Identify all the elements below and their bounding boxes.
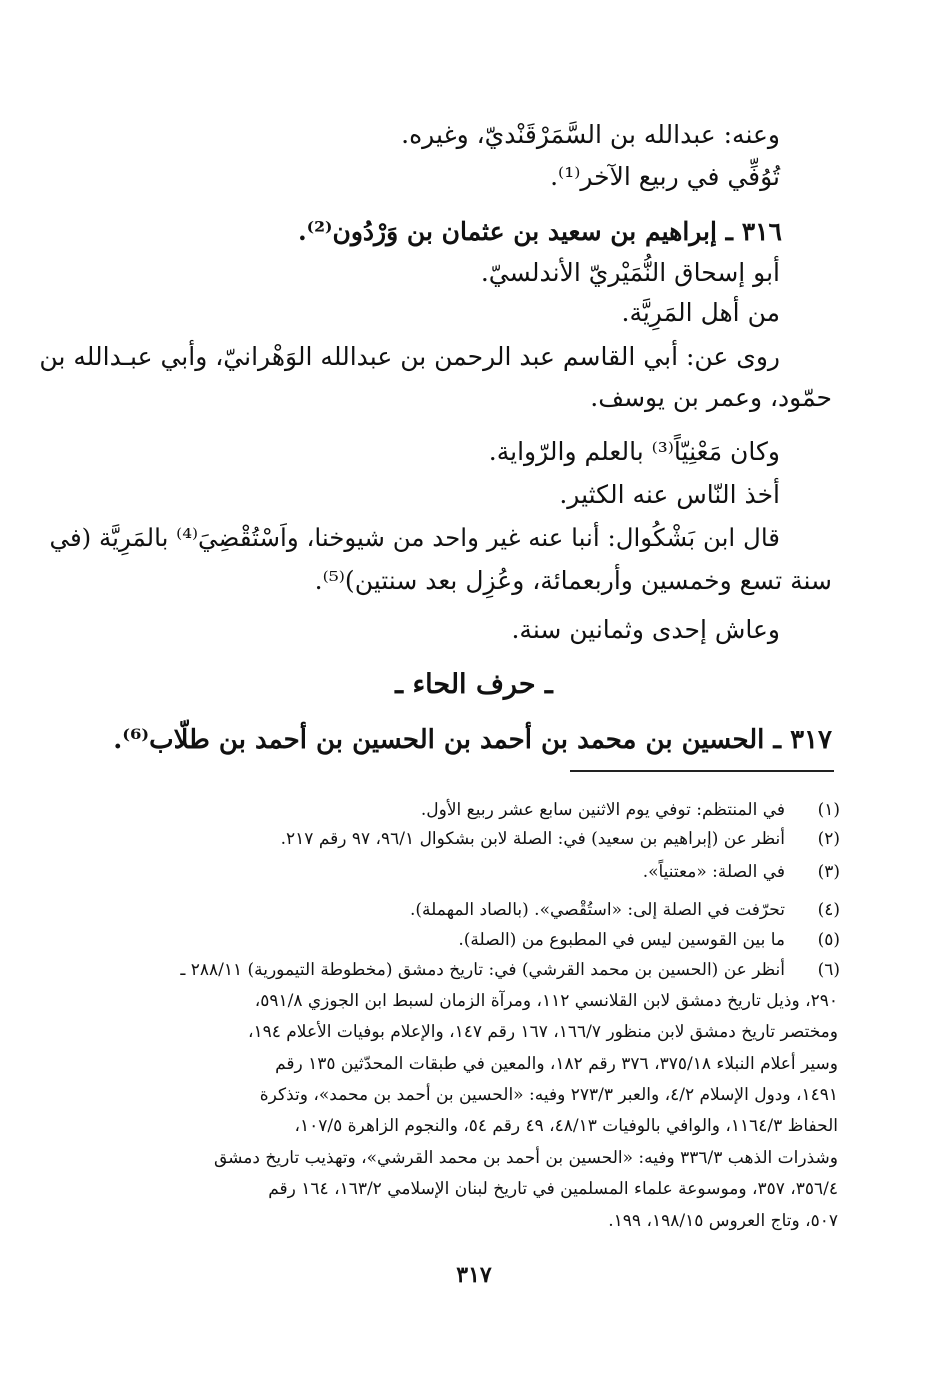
text-line-narrated: روى عن: أبي القاسم عبد الرحمن بن عبدالله الوَهْرانيّ، وأبي عبـدالله بن bbox=[39, 342, 780, 371]
footnote-1: في المنتظم: توفي يوم الاثنين سابع عشر ربيع الأول. bbox=[420, 800, 785, 820]
footnote-number-5: (٥) bbox=[817, 930, 840, 950]
page-number: ٣١٧ bbox=[456, 1262, 492, 1288]
text-line-knowledge: وكان مَعْنِيّاً⁽³⁾ بالعلم والرّواية. bbox=[488, 437, 780, 466]
footnote-number-1: (١) bbox=[817, 800, 840, 820]
footnote-number-3: (٣) bbox=[817, 862, 840, 882]
text-line-origin: من أهل المَرِيَّة. bbox=[621, 298, 780, 327]
text-line-bashkuwal-cont: سنة تسع وخمسين وأربعمائة، وعُزِل بعد سنتين)⁽⁵⁾. bbox=[314, 566, 832, 595]
footnote-2: أنظر عن (إبراهيم بن سعيد) في: الصلة لابن بشكوال ٩٦/١، ٩٧ رقم ٢١٧. bbox=[280, 829, 785, 849]
footnote-6-line-6: الحفاظ ١١٦٤/٣، والوافي بالوفيات ٤٨/١٣، ٤٩ رقم ٥٤، والنجوم الزاهرة ١٠٧/٥، bbox=[294, 1116, 838, 1136]
footnote-6-line-8: ٣٥٦/٤، ٣٥٧، وموسوعة علماء المسلمين في تاريخ لبنان الإسلامي ١٦٣/٢، ١٦٤ رقم bbox=[268, 1179, 838, 1199]
footnote-6-line-2: ٢٩٠، وذيل تاريخ دمشق لابن القلانسي ١١٢، ومرآة الزمان لسبط ابن الجوزي ٥٩١/٨، bbox=[254, 991, 838, 1011]
footnote-divider bbox=[570, 770, 834, 772]
footnote-number-2: (٢) bbox=[817, 829, 840, 849]
section-heading: ـ حرف الحاء ـ bbox=[395, 669, 553, 700]
entry-317-heading: ٣١٧ ـ الحسين بن محمد بن أحمد بن الحسين بن أحمد بن طلّاب⁽⁶⁾. bbox=[113, 725, 832, 755]
footnote-4: تحرّفت في الصلة إلى: «استُقْصي». (بالصاد المهملة). bbox=[409, 900, 785, 920]
footnote-5: ما بين القوسين ليس في المطبوع من (الصلة). bbox=[458, 930, 785, 950]
text-line-people: أخذ النّاس عنه الكثير. bbox=[559, 480, 780, 509]
text-line-bashkuwal: قال ابن بَشْكُوال: أنبا عنه غير واحد من شيوخنا، واَسْتُقْضِيَ⁽⁴⁾ بالمَرِيَّة (في bbox=[49, 523, 780, 552]
footnote-6-line-4: وسير أعلام النبلاء ٣٧٥/١٨، ٣٧٦ رقم ١٨٢، والمعين في طبقات المحدّثين ١٣٥ رقم bbox=[275, 1054, 838, 1074]
footnote-6-line-7: وشذرات الذهب ٣٣٦/٣ وفيه: «الحسين بن أحمد بن محمد القرشي»، وتهذيب تاريخ دمشق bbox=[213, 1148, 838, 1168]
text-line-1: وعنه: عبدالله بن السَّمَرْقَنْديّ، وغيره. bbox=[401, 120, 780, 149]
footnote-number-6: (٦) bbox=[817, 960, 840, 980]
footnote-6-line-1: أنظر عن (الحسين بن محمد القرشي) في: تاريخ دمشق (مخطوطة التيمورية) ٢٨٨/١١ ـ bbox=[180, 960, 785, 980]
footnote-number-4: (٤) bbox=[817, 900, 840, 920]
entry-316-heading: ٣١٦ ـ إبراهيم بن سعيد بن عثمان بن وَرْدُون⁽²⁾. bbox=[297, 217, 782, 246]
text-line-narrated-cont: حمّود، وعمر بن يوسف. bbox=[590, 383, 832, 412]
footnote-6-line-9: ٥٠٧، وتاج العروس ١٩٨/١٥، ١٩٩. bbox=[608, 1211, 838, 1231]
text-line-kunya: أبو إسحاق النُّمَيْريّ الأندلسيّ. bbox=[480, 258, 780, 287]
footnote-6-line-3: ومختصر تاريخ دمشق لابن منظور ١٦٦/٧، ١٦٧ رقم ١٤٧، والإعلام بوفيات الأعلام ١٩٤، bbox=[247, 1022, 838, 1042]
text-line-2: تُوُفِّي في ربيع الآخر⁽¹⁾. bbox=[550, 162, 780, 191]
footnote-3: في الصلة: «معتنياً». bbox=[642, 862, 785, 882]
text-line-lived: وعاش إحدى وثمانين سنة. bbox=[511, 615, 780, 644]
footnote-6-line-5: ١٤٩١، ودول الإسلام ٤/٢، والعبر ٢٧٣/٣ وفيه: «الحسين بن أحمد بن محمد»، وتذكرة bbox=[259, 1085, 838, 1105]
